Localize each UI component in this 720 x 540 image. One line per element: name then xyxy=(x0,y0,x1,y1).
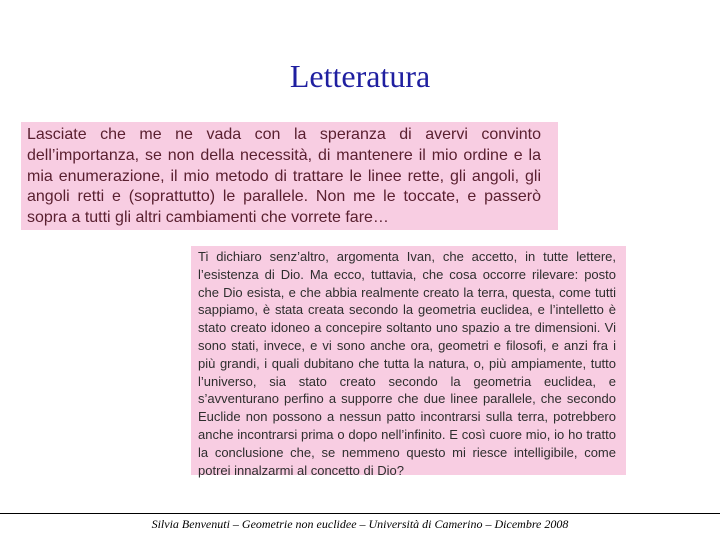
quote-box-1: Lasciate che me ne vada con la speranza di avervi convinto dell’importanza, se non della necessità, di mantenere il mio ordine e la mia enumerazione, il mio metodo di trattare le linee rette, gli angoli, gli angoli retti e (soprattutto) le parallele. Non me le toccate, e passerò sopra a tutti gli altri cambiamenti che vorrete fare… xyxy=(21,122,558,230)
footer-divider xyxy=(0,513,720,514)
slide-title: Letteratura xyxy=(289,58,431,94)
quote-box-2: Ti dichiaro senz’altro, argomenta Ivan, che accetto, in tutte lettere, l’esistenza di Dio. Ma ecco, tuttavia, che cosa occorre rilevare: posto che Dio esista, e che abbia realmente creato la terra, questa, come tutti sappiamo, è stata creata secondo la geometria euclidea, e l’intelletto è stato creato idoneo a concepire soltanto uno spazio a tre dimensioni. Vi sono stati, invece, e vi sono anche ora, geometri e filosofi, e anzi fra i più grandi, i quali dubitano che tutta la natura, o, più ampiamente, tutto l’universo, sia stato creato secondo la geometria euclidea, e s’avventurano perfino a supporre che due linee parallele, che secondo Euclide non possono a nessun patto incontrarsi sulla terra, potrebbero anche incontrarsi prima o dopo nell’infinito. E così cuore mio, io ho tratto la conclusione che, se nemmeno questo mi riesce intelligibile, come potrei innalzarmi al concetto di Dio? xyxy=(191,246,626,475)
slide-footer: Silvia Benvenuti – Geometrie non euclidee – Università di Camerino – Dicembre 2008 xyxy=(151,517,569,531)
